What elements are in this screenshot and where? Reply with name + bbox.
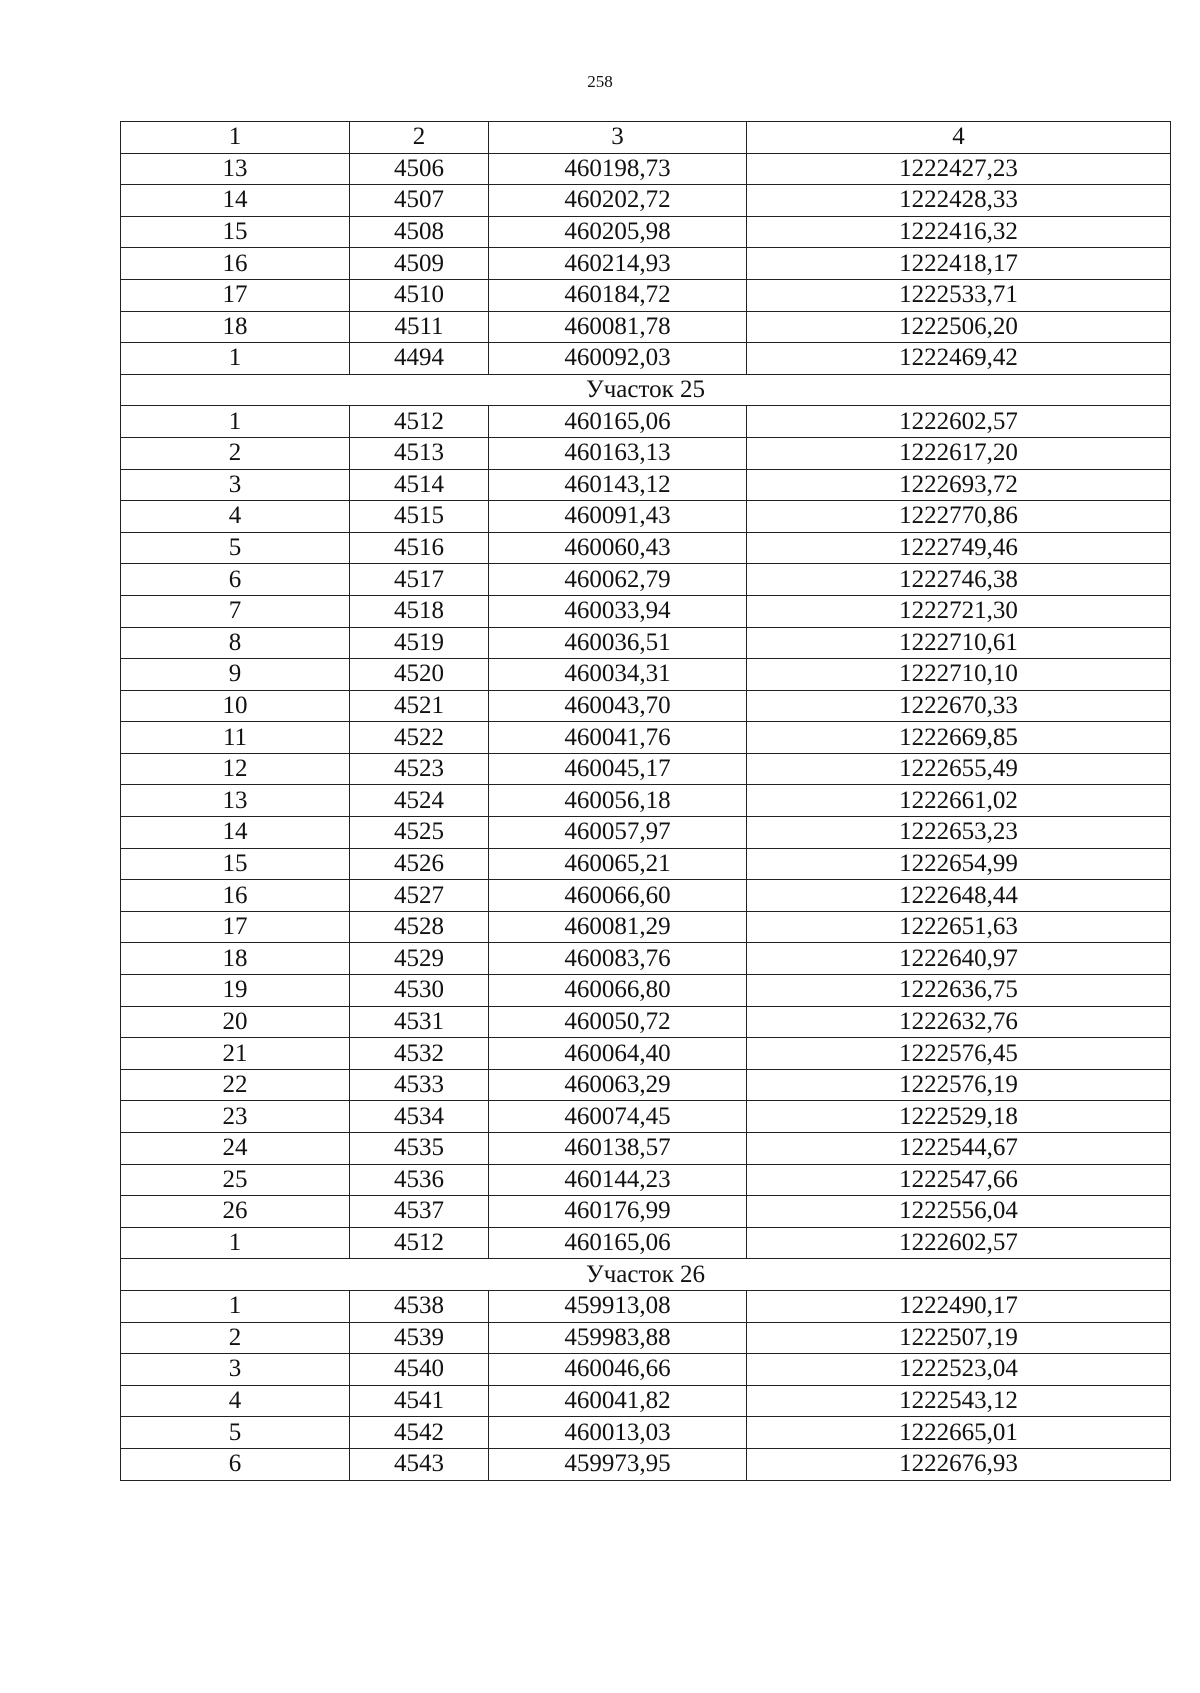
point-id-cell: 4542: [350, 1417, 489, 1449]
coord-x-cell: 460163,13: [489, 437, 747, 469]
point-number-cell: 18: [121, 311, 350, 343]
point-id-cell: 4517: [350, 564, 489, 596]
coord-x-cell: 460036,51: [489, 627, 747, 659]
coord-y-cell: 1222653,23: [747, 817, 1171, 849]
coord-x-cell: 460144,23: [489, 1164, 747, 1196]
coord-y-cell: 1222469,42: [747, 343, 1171, 375]
table-row: [121, 216, 1171, 248]
coord-x-cell: 460045,17: [489, 753, 747, 785]
coord-y-cell: 1222655,49: [747, 753, 1171, 785]
coord-x-cell: 460074,45: [489, 1101, 747, 1133]
coord-x-cell: 459913,08: [489, 1290, 747, 1322]
coord-y-cell: 1222661,02: [747, 785, 1171, 817]
table-row: [121, 722, 1171, 754]
table-row: [121, 595, 1171, 627]
point-number-cell: 21: [121, 1038, 350, 1070]
coord-y-cell: 1222770,86: [747, 501, 1171, 533]
point-id-cell: 4512: [350, 406, 489, 438]
coord-y-cell: 1222632,76: [747, 1006, 1171, 1038]
point-id-cell: 4518: [350, 595, 489, 627]
point-number-cell: 13: [121, 785, 350, 817]
point-id-cell: 4507: [350, 185, 489, 217]
coord-y-cell: 1222721,30: [747, 595, 1171, 627]
point-number-cell: 4: [121, 501, 350, 533]
point-number-cell: 5: [121, 532, 350, 564]
point-id-cell: 4512: [350, 1227, 489, 1259]
header-cell: 2: [350, 122, 489, 154]
point-id-cell: 4508: [350, 216, 489, 248]
coord-y-cell: 1222648,44: [747, 880, 1171, 912]
coord-y-cell: 1222602,57: [747, 406, 1171, 438]
coord-x-cell: 460065,21: [489, 848, 747, 880]
point-id-cell: 4516: [350, 532, 489, 564]
point-number-cell: 1: [121, 1290, 350, 1322]
table-row: [121, 248, 1171, 280]
coord-y-cell: 1222533,71: [747, 279, 1171, 311]
table-row: [121, 311, 1171, 343]
point-number-cell: 14: [121, 185, 350, 217]
coord-x-cell: 460176,99: [489, 1196, 747, 1228]
table-row: [121, 627, 1171, 659]
coord-y-cell: 1222669,85: [747, 722, 1171, 754]
point-id-cell: 4535: [350, 1133, 489, 1165]
coord-x-cell: 460013,03: [489, 1417, 747, 1449]
table-row: [121, 279, 1171, 311]
coord-y-cell: 1222617,20: [747, 437, 1171, 469]
point-id-cell: 4524: [350, 785, 489, 817]
coord-y-cell: 1222746,38: [747, 564, 1171, 596]
coord-x-cell: 460165,06: [489, 406, 747, 438]
coord-x-cell: 460066,60: [489, 880, 747, 912]
table-row: [121, 1385, 1171, 1417]
point-number-cell: 18: [121, 943, 350, 975]
point-number-cell: 25: [121, 1164, 350, 1196]
table-row: [121, 1196, 1171, 1228]
point-number-cell: 17: [121, 279, 350, 311]
coord-x-cell: 460034,31: [489, 659, 747, 691]
point-number-cell: 22: [121, 1069, 350, 1101]
coord-x-cell: 460214,93: [489, 248, 747, 280]
table-row: [121, 501, 1171, 533]
coord-x-cell: 460062,79: [489, 564, 747, 596]
table-row: [121, 153, 1171, 185]
point-number-cell: 3: [121, 469, 350, 501]
coord-x-cell: 460202,72: [489, 185, 747, 217]
coord-y-cell: 1222665,01: [747, 1417, 1171, 1449]
table-row: [121, 1038, 1171, 1070]
coord-x-cell: 460041,82: [489, 1385, 747, 1417]
coord-y-cell: 1222543,12: [747, 1385, 1171, 1417]
coord-y-cell: 1222576,19: [747, 1069, 1171, 1101]
table-row: [121, 1354, 1171, 1386]
point-number-cell: 11: [121, 722, 350, 754]
point-id-cell: 4529: [350, 943, 489, 975]
table-row: [121, 911, 1171, 943]
coord-x-cell: 460138,57: [489, 1133, 747, 1165]
coord-y-cell: 1222523,04: [747, 1354, 1171, 1386]
point-number-cell: 6: [121, 1448, 350, 1480]
coord-y-cell: 1222576,45: [747, 1038, 1171, 1070]
coord-x-cell: 460056,18: [489, 785, 747, 817]
coord-x-cell: 460063,29: [489, 1069, 747, 1101]
coord-y-cell: 1222640,97: [747, 943, 1171, 975]
point-number-cell: 26: [121, 1196, 350, 1228]
point-id-cell: 4536: [350, 1164, 489, 1196]
point-number-cell: 23: [121, 1101, 350, 1133]
coord-y-cell: 1222427,23: [747, 153, 1171, 185]
point-id-cell: 4522: [350, 722, 489, 754]
coord-x-cell: 460060,43: [489, 532, 747, 564]
table-row: [121, 437, 1171, 469]
point-id-cell: 4532: [350, 1038, 489, 1070]
table-row: [121, 564, 1171, 596]
point-number-cell: 17: [121, 911, 350, 943]
coord-x-cell: 460165,06: [489, 1227, 747, 1259]
table-row: [121, 532, 1171, 564]
coord-x-cell: 460050,72: [489, 1006, 747, 1038]
coord-x-cell: 460083,76: [489, 943, 747, 975]
coord-y-cell: 1222507,19: [747, 1322, 1171, 1354]
coord-x-cell: 460081,78: [489, 311, 747, 343]
point-id-cell: 4528: [350, 911, 489, 943]
table-row: [121, 1006, 1171, 1038]
coord-y-cell: 1222506,20: [747, 311, 1171, 343]
coord-y-cell: 1222693,72: [747, 469, 1171, 501]
table-row: [121, 469, 1171, 501]
point-id-cell: 4541: [350, 1385, 489, 1417]
point-id-cell: 4525: [350, 817, 489, 849]
table-row: [121, 785, 1171, 817]
table-row: [121, 1227, 1171, 1259]
point-id-cell: 4511: [350, 311, 489, 343]
section-title: Участок 25: [121, 374, 1171, 406]
table-row: [121, 1448, 1171, 1480]
point-id-cell: 4531: [350, 1006, 489, 1038]
point-number-cell: 20: [121, 1006, 350, 1038]
table-row: [121, 1101, 1171, 1133]
point-id-cell: 4513: [350, 437, 489, 469]
table-row: [121, 817, 1171, 849]
point-id-cell: 4520: [350, 659, 489, 691]
table-row: [121, 880, 1171, 912]
point-number-cell: 16: [121, 880, 350, 912]
section-header-row: [121, 374, 1171, 406]
coord-y-cell: 1222418,17: [747, 248, 1171, 280]
point-id-cell: 4519: [350, 627, 489, 659]
table-row: [121, 1322, 1171, 1354]
coord-y-cell: 1222710,61: [747, 627, 1171, 659]
point-id-cell: 4515: [350, 501, 489, 533]
point-number-cell: 8: [121, 627, 350, 659]
coord-y-cell: 1222490,17: [747, 1290, 1171, 1322]
point-id-cell: 4494: [350, 343, 489, 375]
coord-x-cell: 460033,94: [489, 595, 747, 627]
point-number-cell: 3: [121, 1354, 350, 1386]
section-header-row: [121, 1259, 1171, 1291]
point-number-cell: 19: [121, 975, 350, 1007]
point-id-cell: 4540: [350, 1354, 489, 1386]
header-cell: 1: [121, 122, 350, 154]
table-row: [121, 1164, 1171, 1196]
point-number-cell: 24: [121, 1133, 350, 1165]
coord-x-cell: 460205,98: [489, 216, 747, 248]
point-id-cell: 4521: [350, 690, 489, 722]
table-row: [121, 943, 1171, 975]
point-number-cell: 4: [121, 1385, 350, 1417]
point-number-cell: 1: [121, 343, 350, 375]
point-id-cell: 4534: [350, 1101, 489, 1133]
point-number-cell: 7: [121, 595, 350, 627]
table-row: [121, 848, 1171, 880]
coord-y-cell: 1222556,04: [747, 1196, 1171, 1228]
point-number-cell: 2: [121, 437, 350, 469]
coord-y-cell: 1222651,63: [747, 911, 1171, 943]
table-row: [121, 185, 1171, 217]
coordinates-table: [120, 121, 1171, 1481]
coord-y-cell: 1222676,93: [747, 1448, 1171, 1480]
coord-x-cell: 460091,43: [489, 501, 747, 533]
point-id-cell: 4533: [350, 1069, 489, 1101]
coord-y-cell: 1222602,57: [747, 1227, 1171, 1259]
coord-x-cell: 460057,97: [489, 817, 747, 849]
table-row: [121, 1133, 1171, 1165]
coord-y-cell: 1222710,10: [747, 659, 1171, 691]
point-number-cell: 12: [121, 753, 350, 785]
coord-y-cell: 1222529,18: [747, 1101, 1171, 1133]
coord-x-cell: 460046,66: [489, 1354, 747, 1386]
coord-x-cell: 460198,73: [489, 153, 747, 185]
coord-x-cell: 460041,76: [489, 722, 747, 754]
coord-y-cell: 1222636,75: [747, 975, 1171, 1007]
point-number-cell: 14: [121, 817, 350, 849]
coord-x-cell: 460143,12: [489, 469, 747, 501]
header-cell: 3: [489, 122, 747, 154]
table-row: [121, 343, 1171, 375]
coord-x-cell: 459973,95: [489, 1448, 747, 1480]
table-row: [121, 659, 1171, 691]
coord-y-cell: 1222428,33: [747, 185, 1171, 217]
coord-x-cell: 460092,03: [489, 343, 747, 375]
coord-x-cell: 459983,88: [489, 1322, 747, 1354]
point-id-cell: 4523: [350, 753, 489, 785]
coord-x-cell: 460184,72: [489, 279, 747, 311]
table-header-row: [121, 122, 1171, 154]
table-row: [121, 1290, 1171, 1322]
coord-x-cell: 460066,80: [489, 975, 747, 1007]
point-id-cell: 4537: [350, 1196, 489, 1228]
point-number-cell: 13: [121, 153, 350, 185]
table-body: [121, 122, 1171, 1481]
point-number-cell: 6: [121, 564, 350, 596]
table-row: [121, 1069, 1171, 1101]
point-id-cell: 4530: [350, 975, 489, 1007]
point-number-cell: 5: [121, 1417, 350, 1449]
coord-x-cell: 460043,70: [489, 690, 747, 722]
coord-x-cell: 460064,40: [489, 1038, 747, 1070]
point-id-cell: 4538: [350, 1290, 489, 1322]
point-id-cell: 4510: [350, 279, 489, 311]
coord-x-cell: 460081,29: [489, 911, 747, 943]
section-title: Участок 26: [121, 1259, 1171, 1291]
point-id-cell: 4539: [350, 1322, 489, 1354]
point-id-cell: 4509: [350, 248, 489, 280]
table-row: [121, 690, 1171, 722]
point-number-cell: 9: [121, 659, 350, 691]
point-id-cell: 4506: [350, 153, 489, 185]
coord-y-cell: 1222547,66: [747, 1164, 1171, 1196]
table-row: [121, 406, 1171, 438]
point-number-cell: 2: [121, 1322, 350, 1354]
point-id-cell: 4526: [350, 848, 489, 880]
coord-y-cell: 1222416,32: [747, 216, 1171, 248]
point-number-cell: 16: [121, 248, 350, 280]
point-number-cell: 1: [121, 1227, 350, 1259]
point-number-cell: 15: [121, 216, 350, 248]
header-cell: 4: [747, 122, 1171, 154]
point-number-cell: 15: [121, 848, 350, 880]
table-row: [121, 1417, 1171, 1449]
coord-y-cell: 1222749,46: [747, 532, 1171, 564]
coord-y-cell: 1222670,33: [747, 690, 1171, 722]
point-id-cell: 4543: [350, 1448, 489, 1480]
table-row: [121, 753, 1171, 785]
point-number-cell: 1: [121, 406, 350, 438]
coord-y-cell: 1222544,67: [747, 1133, 1171, 1165]
point-id-cell: 4514: [350, 469, 489, 501]
table-row: [121, 975, 1171, 1007]
coord-y-cell: 1222654,99: [747, 848, 1171, 880]
point-id-cell: 4527: [350, 880, 489, 912]
point-number-cell: 10: [121, 690, 350, 722]
page-number: 258: [587, 72, 613, 91]
